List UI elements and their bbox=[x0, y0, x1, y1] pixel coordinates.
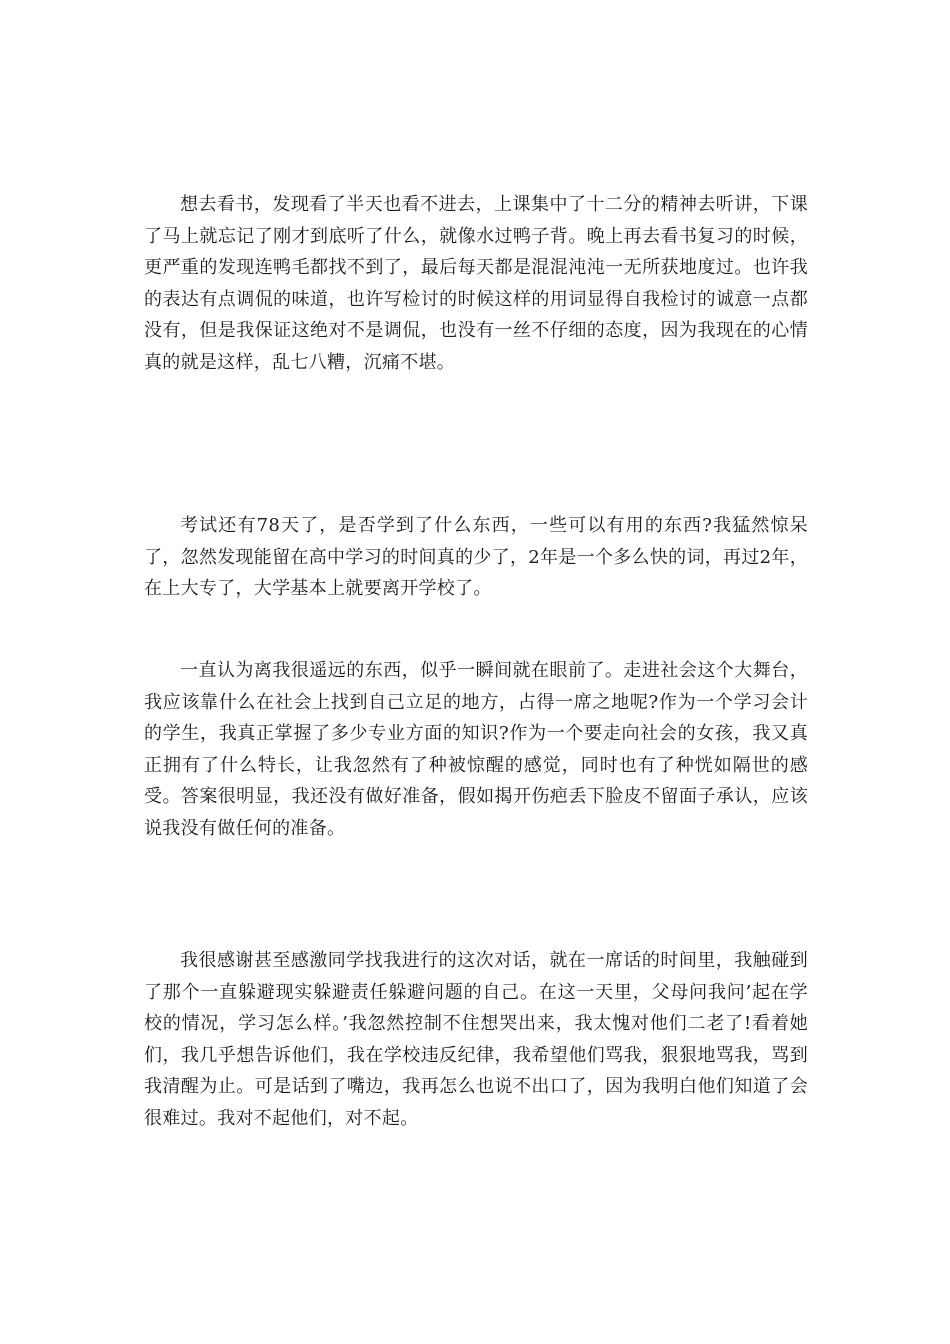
paragraph-4: 我很感谢甚至感激同学找我进行的这次对话，就在一席话的时间里，我触碰到了那个一直躲避现实躲避责任躲避问题的自己。在这一天里，父母问我问’起在学校的情况，学习怎么样。’我忽然控制不住想哭出来，我太愧对他们二老了!看着她们，我几乎想告诉他们，我在学校违反纪律，我希望他们骂我，狠狠地骂我，骂到我清醒为止。可是话到了嘴边，我再怎么也说不出口了，因为我明白他们知道了会很难过。我对不起他们，对不起。 bbox=[144, 950, 808, 1129]
paragraph-1: 想去看书，发现看了半天也看不进去，上课集中了十二分的精神去听讲，下课了马上就忘记了刚才到底听了什么，就像水过鸭子背。晚上再去看书复习的时候，更严重的发现连鸭毛都找不到了，最后每天都是混混沌沌一无所获地度过。也许我的表达有点调侃的味道，也许写检讨的时候这样的用词显得自我检讨的诚意一点都没有，但是我保证这绝对不是调侃，也没有一丝不仔细的态度，因为我现在的心情真的就是这样，乱七八糟，沉痛不堪。 bbox=[144, 194, 808, 373]
paragraph-2: 考试还有78天了，是否学到了什么东西，一些可以有用的东西?我猛然惊呆了，忽然发现能留在高中学习的时间真的少了，2年是一个多么快的词，再过2年，在上大专了，大学基本上就要离开学校了。 bbox=[144, 515, 809, 599]
paragraph-3: 一直认为离我很遥远的东西，似乎一瞬间就在眼前了。走进社会这个大舞台，我应该靠什么在社会上找到自己立足的地方，占得一席之地呢?作为一个学习会计的学生，我真正掌握了多少专业方面的知识?作为一个要走向社会的女孩，我又真正拥有了什么特长，让我忽然有了种被惊醒的感觉，同时也有了种恍如隔世的感受。答案很明显，我还没有做好准备，假如揭开伤疤丢下脸皮不留面子承认，应该说我没有做任何的准备。 bbox=[144, 660, 808, 839]
